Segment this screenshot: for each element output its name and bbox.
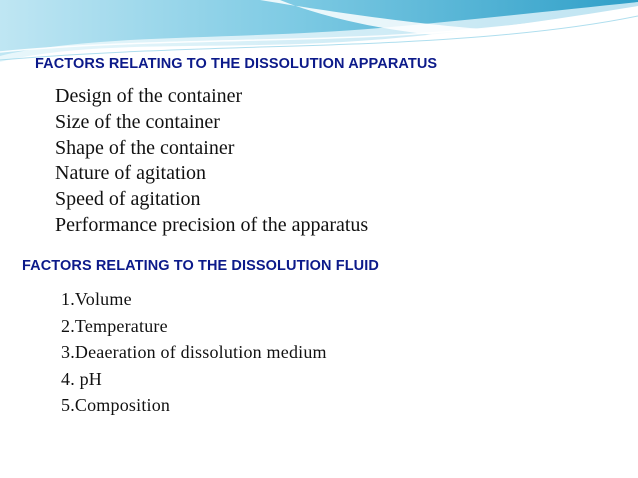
list-item: Nature of agitation: [55, 162, 207, 185]
fluid-factor-list: [61, 286, 327, 419]
list-item: 1.Volume: [61, 289, 132, 309]
section-heading-apparatus: FACTORS RELATING TO THE DISSOLUTION APPARATUS: [35, 56, 438, 72]
list-item: 5.Composition: [61, 395, 171, 415]
list-item: 3.Deaeration of dissolution medium: [61, 342, 327, 362]
list-item: 2.Temperature: [61, 315, 168, 336]
list-item: 4. pH: [61, 368, 102, 389]
list-item: Shape of the container: [55, 136, 235, 159]
list-item: Design of the container: [55, 85, 243, 107]
list-item: Size of the container: [55, 110, 220, 133]
list-item: Speed of agitation: [55, 188, 201, 211]
list-item: Performance precision of the apparatus: [55, 213, 369, 236]
section-heading-fluid: FACTORS RELATING TO THE DISSOLUTION FLUID: [22, 258, 379, 274]
apparatus-factor-list: [55, 84, 368, 239]
